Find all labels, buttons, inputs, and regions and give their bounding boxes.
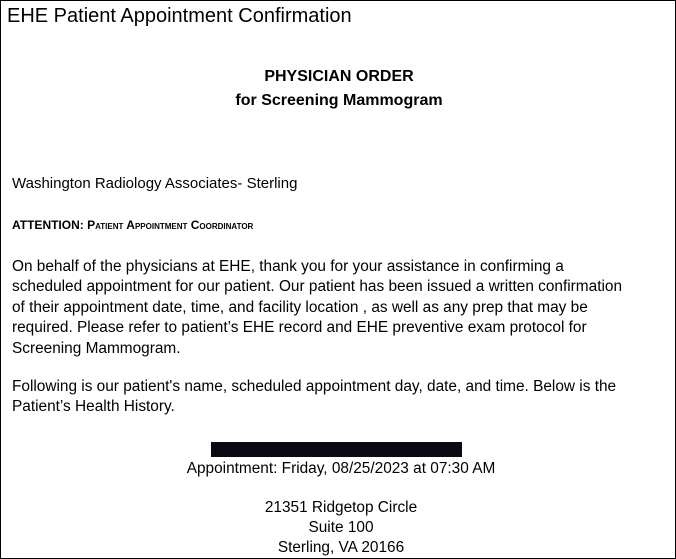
document-header-title: EHE Patient Appointment Confirmation: [7, 5, 352, 27]
attention-line: [12, 216, 253, 234]
order-title: PHYSICIAN ORDER: [264, 68, 414, 85]
attention-label: ATTENTION:: [12, 218, 84, 232]
redacted-patient-name: [211, 442, 462, 457]
intro-paragraph: On behalf of the physicians at EHE, thank you for your assistance in confirming a scheduled appointment for our patient. Our patient has been issued a written confirmation of their appointment date, time, and facility location , as well as any prep that may be required. Please refer to patient’s EHE record and EHE preventive exam protocol for Screening Mammogram.: [12, 258, 623, 357]
facility-name: Washington Radiology Associates- Sterling: [12, 175, 298, 192]
order-subtitle: for Screening Mammogram: [235, 92, 443, 109]
followup-paragraph: Following is our patient's name, scheduled appointment day, date, and time. Below is the Patient’s Health History.: [12, 378, 617, 416]
address-suite: Suite 100: [308, 519, 374, 536]
address-street: 21351 Ridgetop Circle: [264, 499, 418, 516]
address-city-state-zip: Sterling, VA 20166: [277, 539, 405, 556]
attention-recipient: Patient Appointment Coordinator: [87, 218, 254, 232]
appointment-datetime: Appointment: Friday, 08/25/2023 at 07:30 AM: [186, 460, 496, 477]
